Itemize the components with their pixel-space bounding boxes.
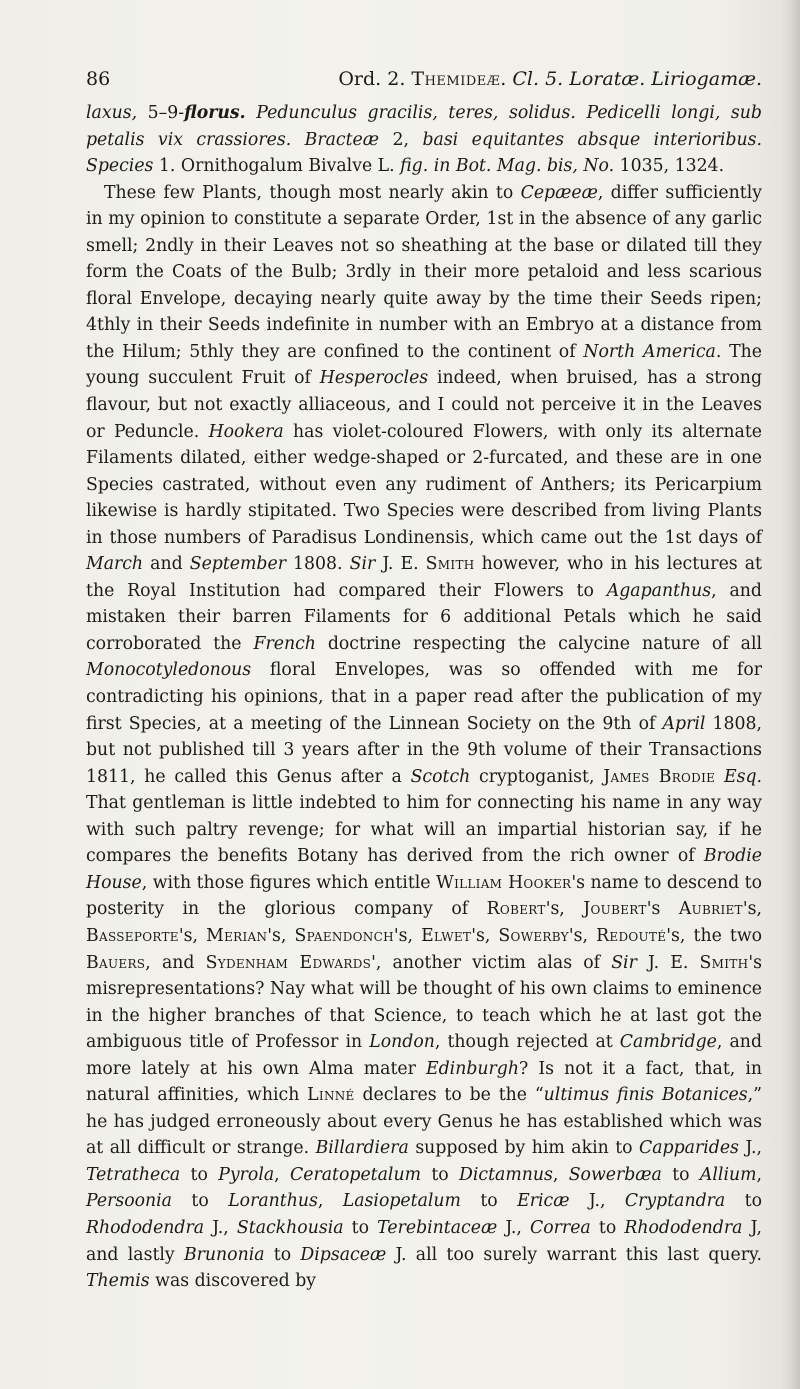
- text-run: Billardiera: [315, 1138, 409, 1159]
- text-run: Hesperocles: [319, 368, 429, 389]
- text-run: Bauers: [86, 952, 146, 973]
- text-run: Persoonia: [86, 1191, 172, 1212]
- text-run: London: [369, 1032, 435, 1053]
- text-run: Agapanthus: [606, 580, 712, 601]
- text-run: ultimus finis Botanices: [543, 1085, 748, 1106]
- text-run: Cryptandra: [624, 1191, 726, 1212]
- text-run: laxus,: [86, 103, 148, 123]
- text-run: to: [180, 1164, 219, 1185]
- text-run: fig. in Bot. Mag. bis, No.: [400, 156, 615, 177]
- text-run: Themis: [86, 1271, 150, 1292]
- text-run: to: [264, 1244, 301, 1265]
- text-run: was discovered by: [149, 1271, 317, 1292]
- text-run: North America: [583, 341, 716, 362]
- text-run: William Hooker: [436, 872, 572, 893]
- text-run: Cambridge: [619, 1032, 717, 1053]
- text-run: Smith: [425, 554, 475, 575]
- text-run: 1. Ornithogalum Bivalve L.: [153, 156, 401, 177]
- text-run: floral Envelopes, was so offended with me for contradicting his opinions, that in a paper read after the publication of my first Species, at a meeting of the Linnean Society on the 9th of: [86, 660, 762, 734]
- text-run: to: [725, 1191, 762, 1212]
- text-run: Elwet: [421, 925, 472, 946]
- text-run: Sowerby: [498, 925, 569, 946]
- text-run: 's name to descend to posterity in the glorious company of: [86, 872, 762, 920]
- text-run: Robert: [486, 899, 546, 920]
- text-run: Ceratopetalum: [290, 1164, 421, 1185]
- text-run: declares to be the “: [354, 1085, 544, 1106]
- text-run: to: [590, 1217, 625, 1238]
- text-run: J.,: [569, 1191, 625, 1212]
- text-run: James Brodie: [603, 766, 716, 787]
- text-run: Smith: [699, 952, 749, 973]
- text-run: 1808, but not published till 3 years after in the 9th volume of their Transactions 1811, he called this Genus after a: [86, 713, 763, 787]
- text-run: to: [460, 1191, 518, 1212]
- text-run: 's,: [742, 899, 762, 920]
- text-run: Joubert: [583, 899, 647, 920]
- text-run: Sydenham Edwards: [205, 952, 372, 973]
- text-run: and: [143, 554, 190, 575]
- text-run: Spaendonch: [294, 925, 394, 946]
- text-run: ,: [274, 1164, 291, 1185]
- text-run: has violet-coloured Flowers, with only its alternate Filaments dilated, either wedge-shaped or 2-furcated, and these are in one Species castrated, without even any rudiment of Anthers; its Pericarpium likewise is hardly stipitated. Two Species were described from living Plants in those numbers of Paradisus Londinensis, which came out the 1st days of: [86, 421, 762, 548]
- text-run: Aubriet: [678, 899, 743, 920]
- page-body: [86, 100, 762, 1295]
- text-run: Scotch: [410, 766, 471, 787]
- text-run: J.,: [738, 1138, 762, 1159]
- text-run: J.,: [497, 1217, 531, 1238]
- text-run: 's,: [471, 925, 499, 946]
- text-run: Redouté: [596, 925, 667, 946]
- text-run: , though rejected at: [434, 1032, 620, 1053]
- text-run: September: [189, 554, 286, 575]
- text-run: , with those figures which entitle: [141, 872, 437, 893]
- page-number: 86: [86, 68, 111, 90]
- text-run: basi equitantes absque interioribus. Species: [86, 129, 762, 177]
- text-run: Terebintaceæ: [377, 1217, 498, 1238]
- text-run: . The young succulent Fruit of: [86, 341, 763, 389]
- text-run: doctrine respecting the calycine nature of all: [315, 633, 763, 654]
- text-run: 's, the two: [666, 925, 763, 946]
- text-run: , and mistaken their barren Filaments for 6 additional Petals which he said corroborated the: [86, 580, 762, 654]
- text-run: 's,: [267, 925, 295, 946]
- text-run: .: [500, 68, 513, 90]
- text-run: J. E.: [375, 554, 426, 575]
- text-run: Stackhousia: [236, 1217, 344, 1238]
- text-run: Edinburgh: [426, 1058, 519, 1079]
- text-run: French: [253, 633, 316, 654]
- text-run: Dictamnus: [459, 1164, 553, 1185]
- running-title: [338, 68, 762, 90]
- text-run: 's,: [178, 925, 207, 946]
- text-run: Lasiopetalum: [342, 1191, 461, 1212]
- text-run: 2,: [392, 129, 423, 150]
- text-run: Ericæ: [517, 1191, 570, 1212]
- text-run: J. E.: [636, 952, 700, 973]
- text-run: March: [86, 554, 144, 575]
- text-run: April: [662, 713, 706, 734]
- text-run: Pyrola: [218, 1164, 275, 1185]
- text-run: to: [171, 1191, 229, 1212]
- text-run: [715, 767, 724, 787]
- text-run: , differ sufficiently in my opinion to constitute a separate Order, 1st in the absence of any garlic smell; 2ndly in their Leaves not so sheathing at the base or dilated till they form the Coats of the Bulb; 3rdly in their more petaloid and less scarious floral Envelope, decaying nearly quite away by the time their Seeds ripen; 4thly in their Seeds indefinite in number with an Embryo at a distance from the Hilum; 5thly they are confined to the continent of: [86, 182, 762, 362]
- text-run: Capparides: [639, 1138, 739, 1159]
- text-run: Basseporte: [86, 925, 179, 946]
- running-header: [86, 68, 762, 100]
- text-run: Rhododendra: [86, 1217, 205, 1238]
- text-run: Ord. 2.: [338, 68, 412, 90]
- text-run: Liriogamæ.: [645, 68, 762, 90]
- text-run: Brunonia: [183, 1244, 265, 1265]
- text-run: 's,: [393, 925, 422, 946]
- text-run: J. all too surely warrant this last query.: [386, 1244, 762, 1265]
- text-run: ', another victim alas of: [371, 952, 612, 973]
- text-run: Hookera: [208, 421, 284, 442]
- text-run: Sir: [349, 554, 376, 575]
- text-run: florus.: [184, 103, 246, 123]
- text-run: Brodie House: [86, 846, 762, 893]
- text-run: indeed, when bruised, has a strong flavour, but not exactly alliaceous, and I could not perceive it in the Leaves or Peduncle.: [86, 368, 763, 442]
- text-run: Dipsaceæ: [300, 1244, 387, 1265]
- commentary-paragraph: [86, 180, 762, 1295]
- page-edge-shadow: [782, 0, 800, 1389]
- text-run: ,” he has judged erroneously about every Genus he has established which was at all difficult or strange.: [86, 1085, 762, 1159]
- text-run: , and: [145, 952, 206, 973]
- text-run: Esq.: [723, 766, 763, 787]
- text-run: to: [661, 1164, 700, 1185]
- text-run: cryptoganist,: [470, 766, 604, 787]
- text-run: Sir: [611, 952, 637, 973]
- text-run: J.,: [204, 1217, 237, 1238]
- text-run: Merian: [206, 925, 268, 946]
- text-run: ,: [317, 1191, 343, 1212]
- text-run: however, who in his lectures at the Royal Institution had compared their Flowers to: [86, 554, 762, 601]
- genus-description: [86, 100, 762, 180]
- text-run: Loranthus: [228, 1191, 318, 1212]
- text-run: 's misrepresentations? Nay what will be thought of his own claims to eminence in the higher branches of that Science, to teach which he at last got the ambiguous title of Professor in: [86, 952, 762, 1053]
- text-run: That gentleman is little indebted to him for connecting his name in any way with such paltry revenge; for what will an impartial historian say, if he compares the benefits Botany has derived from the rich owner of: [86, 793, 762, 867]
- text-run: Correa: [530, 1217, 591, 1238]
- text-run: Allium: [699, 1164, 757, 1185]
- text-run: Cepæeæ: [520, 182, 598, 203]
- text-run: Monocotyledonous: [86, 660, 252, 681]
- text-run: Linné: [307, 1085, 355, 1106]
- text-run: Rhododendra: [624, 1217, 743, 1238]
- text-run: ,: [552, 1164, 569, 1185]
- text-run: These few Plants, though most nearly akin to: [104, 182, 521, 203]
- text-run: supposed by him akin to: [408, 1138, 640, 1159]
- text-run: Cl. 5. Loratæ.: [512, 68, 646, 90]
- text-run: 's: [646, 899, 679, 920]
- text-run: 1035, 1324.: [614, 156, 725, 177]
- text-run: 's,: [568, 925, 597, 946]
- text-run: to: [343, 1217, 378, 1238]
- text-run: Pedunculus gracilis, teres, solidus. Pedicelli longi, sub petalis vix crassiores. Bracteæ: [86, 103, 762, 150]
- text-run: 's,: [545, 899, 584, 920]
- text-run: Tetratheca: [86, 1164, 181, 1185]
- text-run: ,: [756, 1164, 762, 1185]
- text-run: Sowerbæa: [568, 1164, 662, 1185]
- text-run: J, and lastly: [86, 1217, 762, 1265]
- text-run: 1808.: [285, 554, 350, 575]
- text-run: , and more lately at his own Alma mater: [86, 1032, 763, 1079]
- text-run: ? Is not it a fact, that, in natural affinities, which: [86, 1058, 762, 1106]
- text-run: Themideæ: [411, 68, 501, 90]
- text-run: to: [420, 1164, 460, 1185]
- text-run: 5–9-: [147, 103, 185, 123]
